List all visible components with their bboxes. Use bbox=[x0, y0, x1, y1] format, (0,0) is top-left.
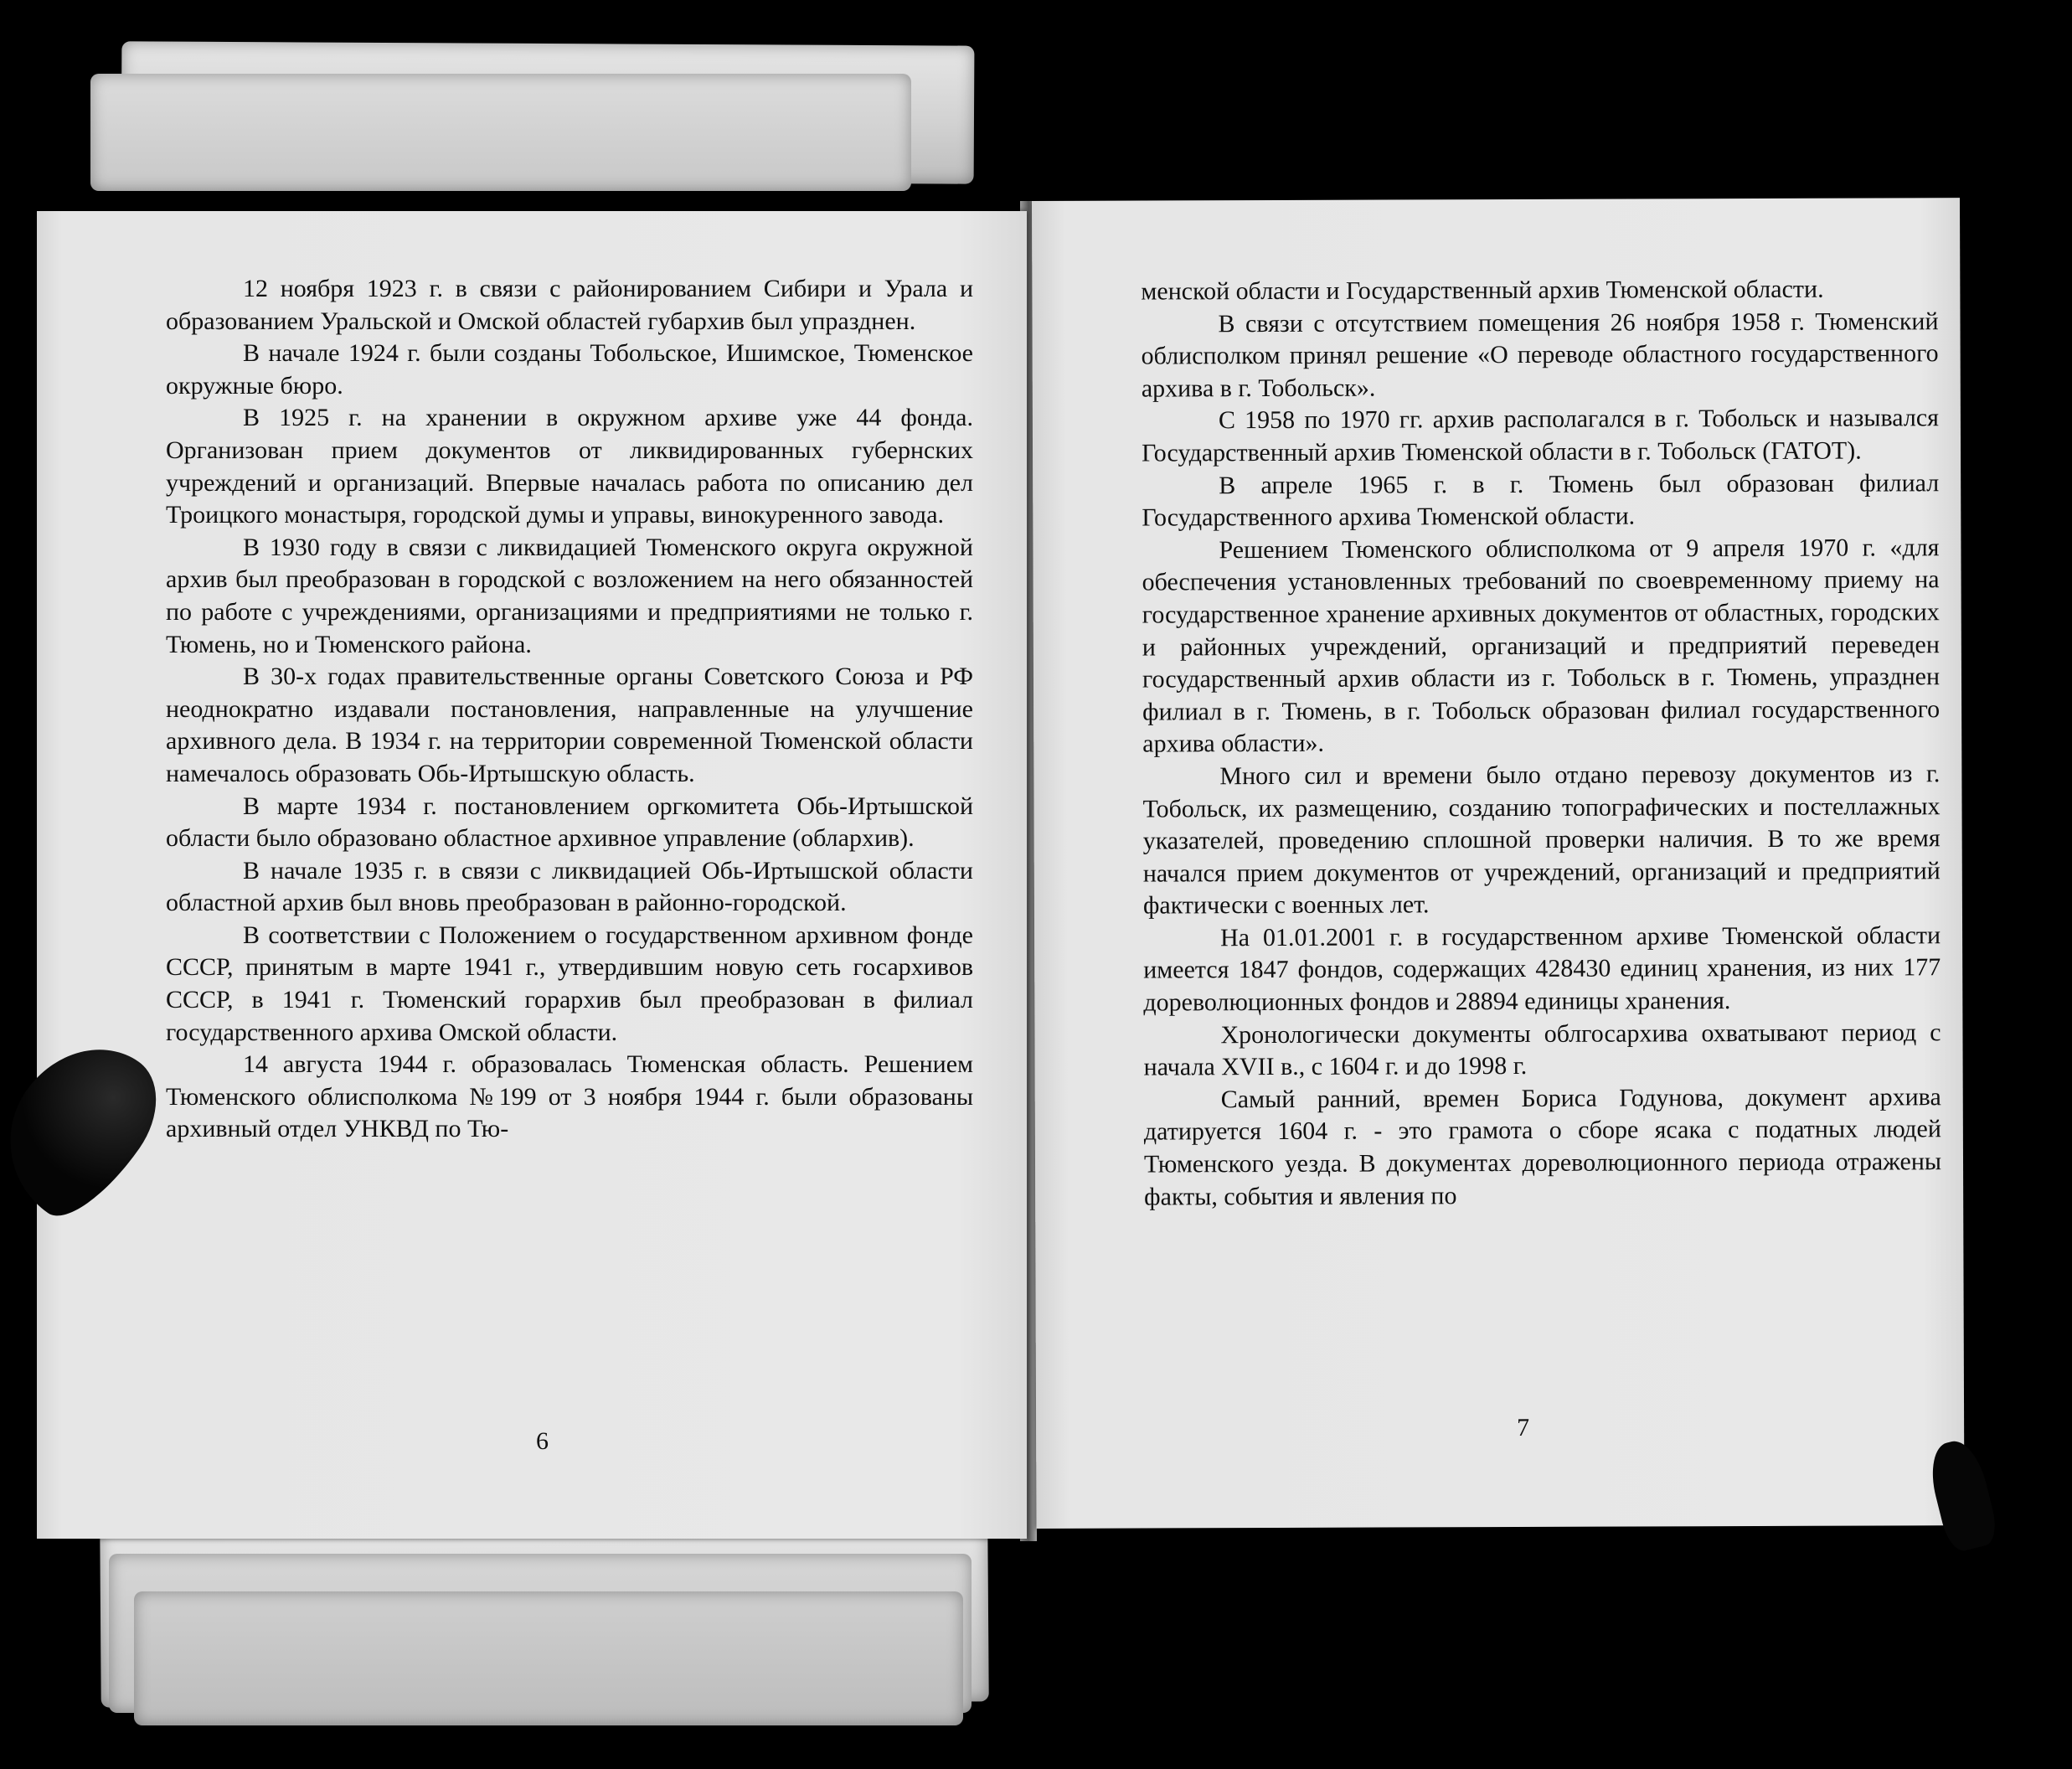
foam-block-bottom-front bbox=[134, 1591, 963, 1725]
right-paragraph-5: Решением Тюменского облисполкома от 9 апреля 1970 г. «для обеспечения установленных требований по своевременному приему на государственное хранение архивных документов от областных, городских и районных учреждений, организаций и предприятий переведен государственный архив области из г. Тобольск в г. Тюмень, упразднен филиал в г. Тюмень, в г. Тобольск образован филиал государственного архива области». bbox=[1142, 533, 1941, 758]
right-page bbox=[1032, 198, 1965, 1529]
left-paragraph-4: В 1930 году в связи с ликвидацией Тюменского округа окружной архив был преобразован в городской с возложением на него обязанностей по работе с учреждениями, организациями и предприятиями не только г. Тюмень, но и Тюменского района. bbox=[166, 533, 973, 658]
right-paragraph-3: С 1958 по 1970 гг. архив располагался в г. Тобольск и назывался Государственный архив Тюменской области в г. Тобольск (ГАТОТ). bbox=[1141, 404, 1939, 467]
right-paragraph-4: В апреле 1965 г. в г. Тюмень был образован филиал Государственного архива Тюменской области. bbox=[1142, 468, 1940, 532]
left-page bbox=[37, 211, 1027, 1539]
right-paragraph-8: Хронологически документы облгосархива охватывают период с начала XVII в., с 1604 г. и до 1998 г. bbox=[1143, 1018, 1941, 1081]
right-paragraph-6: Много сил и времени было отдано перевозу документов из г. Тобольск, их размещению, созданию топографических и постеллажных указателей, проведению сплошной проверки наличия. В то же время начался прием документов от учреждений, организаций и предприятий фактически с военных лет. bbox=[1142, 760, 1941, 920]
right-page-text bbox=[1141, 273, 1941, 1214]
left-page-text bbox=[166, 273, 973, 1146]
left-page-number: 6 bbox=[536, 1427, 549, 1455]
left-paragraph-6: В марте 1934 г. постановлением оргкомитета Обь-Иртышской области было образовано областное архивное управление (облархив). bbox=[166, 792, 973, 853]
finger-clip-right bbox=[1924, 1436, 2001, 1554]
left-paragraph-1: 12 ноября 1923 г. в связи с районированием Сибири и Урала и образованием Уральской и Омской областей губархив был упразднен. bbox=[166, 275, 973, 335]
left-paragraph-7: В начале 1935 г. в связи с ликвидацией Обь-Иртышской области областной архив был вновь преобразован в районно-городской. bbox=[166, 856, 973, 917]
right-paragraph-9: Самый ранний, времен Бориса Годунова, документ архива датируется 1604 г. - это грамота о сборе ясака с податных людей Тюменского уезда. В документах дореволюционного периода отражены факты, события и явления по bbox=[1143, 1083, 1942, 1211]
left-paragraph-3: В 1925 г. на хранении в окружном архиве уже 44 фонда. Организован прием документов от ликвидированных губернских учреждений и организаций. Впервые началась работа по описанию дел Троицкого монастыря, городской думы и управы, винокуренного завода. bbox=[166, 404, 973, 529]
right-paragraph-2: В связи с отсутствием помещения 26 ноября 1958 г. Тюменский облисполком принял решение «О переводе областного государственного архива в г. Тобольск». bbox=[1141, 307, 1939, 403]
right-page-number: 7 bbox=[1517, 1413, 1530, 1442]
right-paragraph-1: менской области и Государственный архив Тюменской области. bbox=[1141, 275, 1824, 306]
left-paragraph-9: 14 августа 1944 г. образовалась Тюменская область. Решением Тюменского облисполкома №199 от 3 ноября 1944 г. были образованы архивный отдел УНКВД по Тю- bbox=[166, 1050, 973, 1143]
right-paragraph-7: На 01.01.2001 г. в государственном архиве Тюменской области имеется 1847 фондов, содержащих 428430 единиц хранения, из них 177 дореволюционных фондов и 28894 единицы хранения. bbox=[1143, 921, 1941, 1017]
left-paragraph-8: В соответствии с Положением о государственном архивном фонде СССР, принятым в марте 1941 г., утвердившим новую сеть госархивов СССР, в 1941 г. Тюменский горархив был преобразован в филиал государственного архива Омской области. bbox=[166, 921, 973, 1046]
left-paragraph-5: В 30-х годах правительственные органы Советского Союза и РФ неоднократно издавали постановления, направленные на улучшение архивного дела. В 1934 г. на территории современной Тюменской области намечалось образовать Обь-Иртышскую область. bbox=[166, 663, 973, 787]
foam-block-top-front bbox=[90, 74, 911, 191]
left-paragraph-2: В начале 1924 г. были созданы Тобольское, Ишимское, Тюменское окружные бюро. bbox=[166, 339, 973, 400]
